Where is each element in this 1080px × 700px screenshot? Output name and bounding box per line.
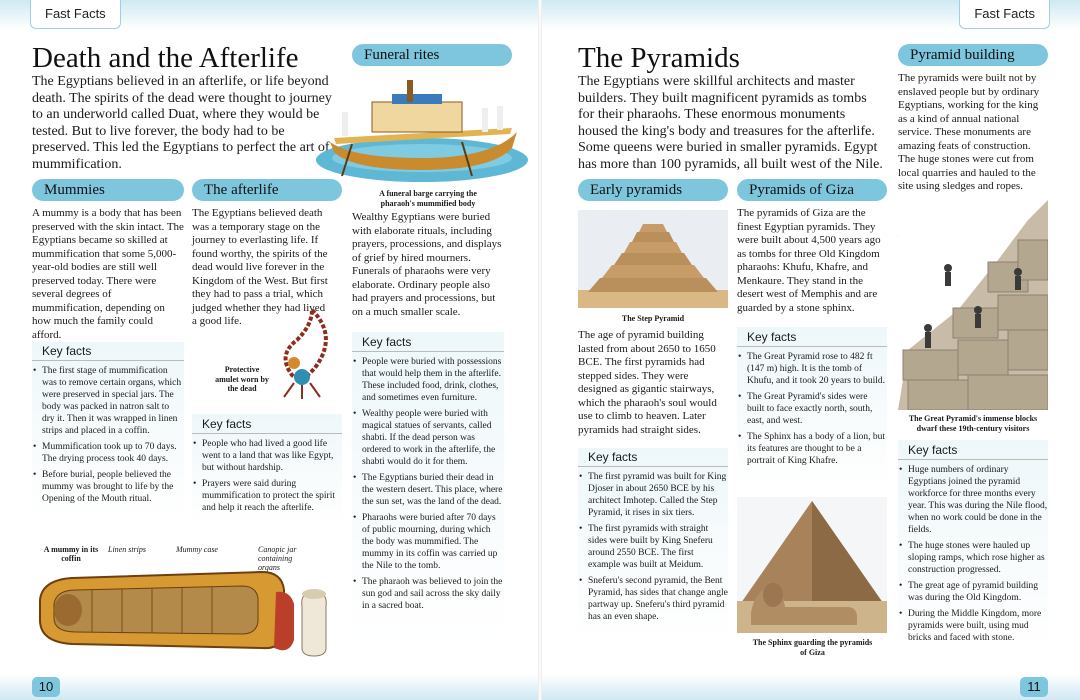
step-pyramid-image bbox=[578, 210, 728, 308]
sphinx-image bbox=[737, 497, 887, 633]
mummies-key-facts bbox=[32, 344, 184, 509]
building-key-facts bbox=[898, 443, 1048, 648]
page-number-left: 10 bbox=[32, 677, 60, 697]
pyramid-building-body: The pyramids were built not by enslaved people but by ordinary Egyptians, working for the king as a kind of annual national service. These monuments are amazing feats of construction. The huge stones were cut from local quarries and hauled to the site using sledges and ropes. bbox=[898, 72, 1040, 192]
great-pyramid-caption: The Great Pyramid's immense blocks dwarf these 19th-century visitors bbox=[908, 414, 1038, 433]
key-facts-title: Key facts bbox=[737, 330, 887, 347]
pyramid-blocks-icon bbox=[898, 200, 1048, 410]
key-fact: • Sneferu's second pyramid, the Bent Pyramid, has sides that change angle partway up. Sneferu's third pyramid has an even shape. bbox=[588, 575, 728, 623]
funeral-key-facts bbox=[352, 335, 504, 616]
linen-label: Linen strips bbox=[108, 545, 147, 554]
left-intro: The Egyptians believed in an afterlife, or life beyond death. The spirits of the dead were thought to journey to an underworld called Duat, where they would be tested. But to live forever, the body had to be preserved. This led the Egyptians to perfect the art of mummification. bbox=[32, 74, 332, 172]
amulet-caption: Protective amulet worn by the dead bbox=[215, 365, 269, 393]
funeral-body: Wealthy Egyptians were buried with elaborate rituals, including prayers, processions, and displays of grief by hired mourners. Funerals of pharaohs were very elaborate. Ordinary people also had prayers and processions, but on a much smaller scale. bbox=[352, 211, 502, 318]
early-key-facts bbox=[578, 450, 728, 627]
mummies-body: A mummy is a body that has been preserved with the skin intact. The Egyptians became so skilled at mummification that some 5,000-year-old bodies are still well preserved today. There were several degrees of mummification, depending on how much the family could afford. bbox=[32, 207, 184, 341]
key-fact: • Prayers were said during mummification to protect the spirit and help it reach the afterlife. bbox=[202, 478, 342, 514]
key-fact: • The Egyptians buried their dead in the western desert. This place, where the sun set, was the land of the dead. bbox=[362, 472, 504, 508]
step-pyramid-icon bbox=[578, 210, 728, 308]
key-fact: • The first stage of mummification was to remove certain organs, which were preserved in special jars. The body was packed in natron salt to dry it. Then it was wrapped in linen strips and placed in a coffin. bbox=[42, 365, 184, 437]
key-fact: • The huge stones were hauled up sloping ramps, which rose higher as construction progressed. bbox=[908, 540, 1048, 576]
page-gutter bbox=[538, 0, 542, 700]
key-facts-title: Key facts bbox=[352, 335, 504, 352]
barge-icon bbox=[312, 72, 532, 187]
mummy-coffin-image bbox=[32, 560, 332, 660]
mummies-heading: Mummies bbox=[32, 179, 184, 201]
key-fact: • The great age of pyramid building was during the Old Kingdom. bbox=[908, 580, 1048, 604]
giza-body: The pyramids of Giza are the finest Egyptian pyramids. They were built about 4,500 years ago as tombs for three Old Kingdom pharaohs: Khufu, Khafre, and Menkaure. They stand in the desert west of Memphis and are guarded by a stone sphinx. bbox=[737, 207, 881, 314]
key-fact: • People who had lived a good life went to a land that was like Egypt, but without hardship. bbox=[202, 438, 342, 474]
right-intro: The Egyptians were skillful architects and master builders. They built magnificent pyramids as tombs for their pharaohs. These enormous monuments housed the king's body and treasures for the afterlife. Some queens were buried in smaller pyramids. Egypt has more than 100 pyramids, all built west of the Nile. bbox=[578, 74, 883, 172]
early-pyramids-body: The age of pyramid building lasted from about 2650 to 1650 BCE. The first pyramids had stepped sides. They were designed as gigantic stairways, which the pharaoh's soul would use to climb to heaven. Later pyramids had straight sides. bbox=[578, 329, 717, 436]
afterlife-heading: The afterlife bbox=[192, 179, 342, 201]
right-page-title: The Pyramids bbox=[578, 42, 740, 74]
step-pyramid-caption: The Step Pyramid bbox=[621, 314, 685, 323]
key-facts-title: Key facts bbox=[32, 344, 184, 361]
key-facts-title: Key facts bbox=[192, 417, 342, 434]
giza-key-facts bbox=[737, 330, 887, 471]
funeral-barge-image bbox=[312, 72, 532, 187]
afterlife-key-facts bbox=[192, 417, 342, 518]
key-facts-title: Key facts bbox=[578, 450, 728, 467]
key-fact: • Before burial, people believed the mummy was brought to life by the Opening of the Mouth ritual. bbox=[42, 469, 184, 505]
left-page-title: Death and the Afterlife bbox=[32, 42, 299, 74]
amulet-image bbox=[272, 305, 342, 400]
key-fact: • People were buried with possessions that would help them in the afterlife. These included food, drink, clothes, and sometimes even furniture. bbox=[362, 356, 504, 404]
key-fact: • The Sphinx has a body of a lion, but its features are thought to be a portrait of King Khafre. bbox=[747, 431, 887, 467]
sphinx-caption: The Sphinx guarding the pyramids of Giza bbox=[752, 638, 873, 657]
jar-label: Canopic jar containing organs bbox=[258, 545, 297, 572]
key-fact: • The pharaoh was believed to join the sun god and sail across the sky daily in a sacred boat. bbox=[362, 576, 504, 612]
key-fact: • Pharaohs were buried after 70 days of public mourning, during which the body was mummified. The mummy in its coffin was carried up the Nile to the tomb. bbox=[362, 512, 504, 572]
key-fact: • The first pyramid was built for King Djoser in about 2650 BCE by his architect Imhotep. Called the Step Pyramid, it rises in six tiers. bbox=[588, 471, 728, 519]
key-fact: • The first pyramids with straight sides were built by King Sneferu around 2550 BCE. The first example was built at Meidum. bbox=[588, 523, 728, 571]
key-fact: • Mummification took up to 70 days. The drying process took 40 days. bbox=[42, 441, 184, 465]
afterlife-body: The Egyptians believed death was a temporary stage on the journey to everlasting life. If found worthy, the spirits of the dead would live forever in the Kingdom of the West. But first they had to pass a trial, which judged whether they had lived a good life. bbox=[192, 207, 328, 327]
mummy-coffin-icon bbox=[32, 560, 332, 660]
key-fact: • Wealthy people were buried with magical statues of servants, called shabti. If the dead person was ordered to work in the afterlife, the shabti would do it for them. bbox=[362, 408, 504, 468]
case-label: Mummy case bbox=[176, 545, 218, 554]
page-number-right: 11 bbox=[1020, 677, 1048, 697]
funeral-barge-caption: A funeral barge carrying the pharaoh's mummified body bbox=[379, 189, 477, 208]
great-pyramid-blocks-image bbox=[898, 200, 1048, 410]
key-fact: • The Great Pyramid rose to 482 ft (147 m) high. It is the tomb of Khufu, and it took 20 years to build. bbox=[747, 351, 887, 387]
key-facts-title: Key facts bbox=[898, 443, 1048, 460]
pyramid-building-heading: Pyramid building bbox=[898, 44, 1048, 66]
key-fact: • The Great Pyramid's sides were built to face exactly north, south, east, and west. bbox=[747, 391, 887, 427]
funeral-rites-heading: Funeral rites bbox=[352, 44, 512, 66]
header-tab-left: Fast Facts bbox=[30, 0, 121, 29]
mummy-label: A mummy in its coffin bbox=[43, 545, 99, 563]
giza-heading: Pyramids of Giza bbox=[737, 179, 887, 201]
amulet-icon bbox=[272, 305, 342, 400]
key-fact: • During the Middle Kingdom, more pyramids were built, using mud bricks and faced with stone. bbox=[908, 608, 1048, 644]
header-tab-right: Fast Facts bbox=[959, 0, 1050, 29]
key-fact: • Huge numbers of ordinary Egyptians joined the pyramid workforce for three months every year. This was during the Nile flood, when no work could be done in the fields. bbox=[908, 464, 1048, 536]
sphinx-pyramid-icon bbox=[737, 497, 887, 633]
early-pyramids-heading: Early pyramids bbox=[578, 179, 728, 201]
